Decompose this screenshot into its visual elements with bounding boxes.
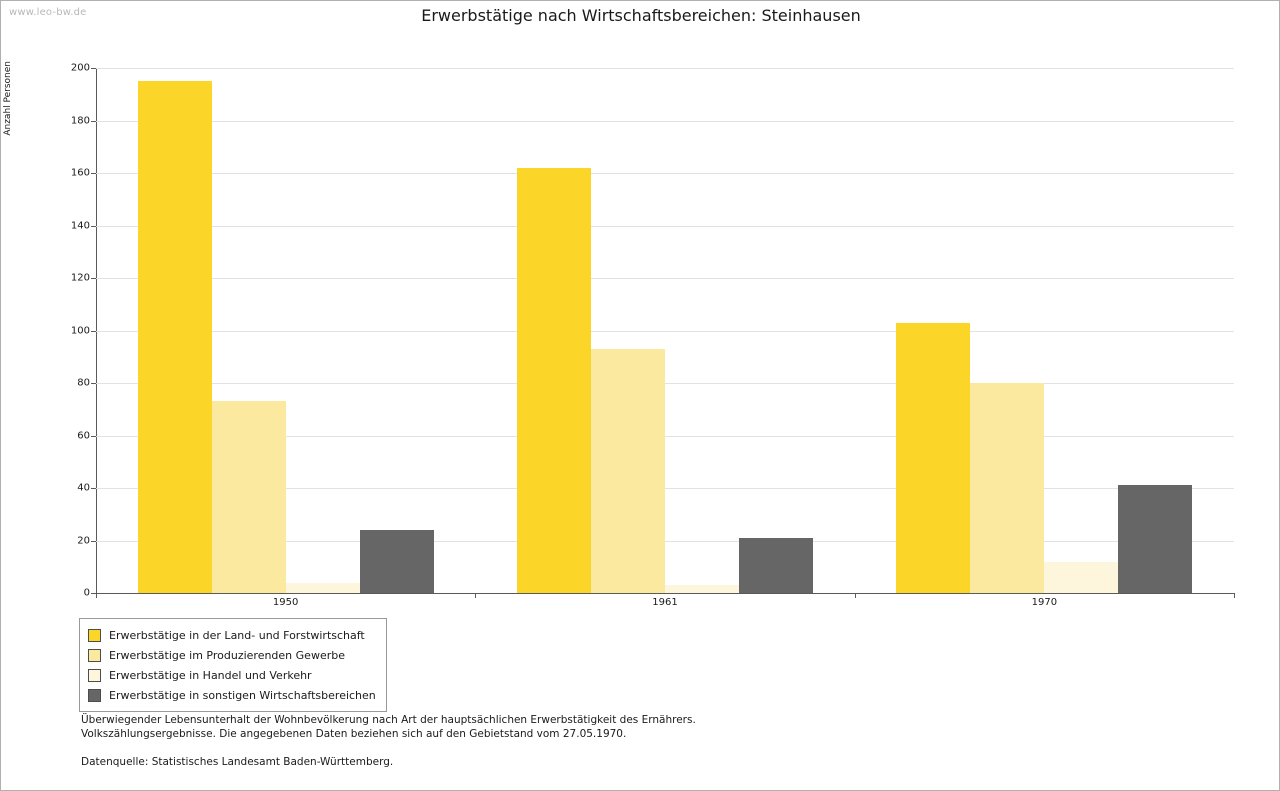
- footnote-line-1: Überwiegender Lebensunterhalt der Wohnbevölkerung nach Art der hauptsächlichen Erwerbstätigkeit des Ernährers.: [81, 714, 696, 726]
- bar: [591, 349, 665, 593]
- y-tick-mark: [91, 436, 96, 437]
- legend-item[interactable]: [88, 625, 376, 645]
- legend-swatch-icon: [88, 649, 101, 662]
- y-tick-mark: [91, 226, 96, 227]
- legend-swatch-icon: [88, 629, 101, 642]
- bar: [970, 383, 1044, 593]
- bar: [286, 583, 360, 594]
- bar: [1118, 485, 1192, 593]
- gridline: [96, 383, 1234, 384]
- legend-item[interactable]: [88, 645, 376, 665]
- x-tick-mark: [475, 593, 476, 598]
- bar: [138, 81, 212, 593]
- y-tick-mark: [91, 488, 96, 489]
- y-tick-mark: [91, 383, 96, 384]
- gridline: [96, 278, 1234, 279]
- y-axis-label: Anzahl Personen: [3, 61, 13, 136]
- legend-item-label: Erwerbstätige in Handel und Verkehr: [109, 668, 312, 682]
- chart-legend: [79, 618, 387, 712]
- legend-item[interactable]: [88, 665, 376, 685]
- gridline: [96, 68, 1234, 69]
- gridline: [96, 331, 1234, 332]
- gridline: [96, 121, 1234, 122]
- gridline: [96, 226, 1234, 227]
- y-tick-label: 160: [70, 167, 90, 179]
- y-tick-mark: [91, 331, 96, 332]
- x-tick-mark: [96, 593, 97, 598]
- y-tick-label: 80: [77, 377, 90, 389]
- watermark-text: www.leo-bw.de: [9, 7, 87, 18]
- footnote-line-2: Volkszählungsergebnisse. Die angegebenen Daten beziehen sich auf den Gebietstand vom 27.05.1970.: [81, 728, 627, 740]
- chart-title: Erwerbstätige nach Wirtschaftsbereichen: Steinhausen: [421, 6, 861, 25]
- legend-swatch-icon: [88, 669, 101, 682]
- y-tick-label: 0: [83, 587, 90, 599]
- y-tick-mark: [91, 173, 96, 174]
- footnotes: [81, 713, 1181, 769]
- y-tick-mark: [91, 278, 96, 279]
- legend-item-label: Erwerbstätige in sonstigen Wirtschaftsbereichen: [109, 688, 376, 702]
- plot-area: [96, 68, 1234, 593]
- bar: [896, 323, 970, 593]
- legend-item-label: Erwerbstätige im Produzierenden Gewerbe: [109, 648, 345, 662]
- legend-item-label: Erwerbstätige in der Land- und Forstwirtschaft: [109, 628, 365, 642]
- legend-item[interactable]: [88, 685, 376, 705]
- y-tick-label: 20: [77, 535, 90, 546]
- y-tick-label: 140: [70, 220, 90, 231]
- bar: [1044, 562, 1118, 594]
- gridline: [96, 173, 1234, 174]
- bar: [665, 585, 739, 593]
- legend-swatch-icon: [88, 689, 101, 702]
- x-tick-label: 1950: [272, 597, 299, 608]
- footnote-source: Datenquelle: Statistisches Landesamt Baden-Württemberg.: [81, 756, 394, 768]
- x-tick-label: 1961: [652, 597, 678, 608]
- bar: [517, 168, 591, 593]
- y-tick-label: 60: [77, 430, 90, 441]
- y-tick-mark: [91, 68, 96, 69]
- y-tick-label: 180: [70, 115, 90, 126]
- y-tick-label: 200: [70, 62, 90, 74]
- bar: [360, 530, 434, 593]
- y-tick-label: 40: [77, 482, 90, 494]
- x-tick-label: 1970: [1031, 597, 1058, 608]
- bar: [739, 538, 813, 593]
- x-tick-mark: [1234, 593, 1235, 598]
- y-tick-mark: [91, 121, 96, 122]
- x-tick-mark: [855, 593, 856, 598]
- y-tick-mark: [91, 541, 96, 542]
- x-axis-line: [96, 593, 1234, 594]
- y-tick-label: 100: [70, 325, 90, 336]
- y-tick-label: 120: [70, 272, 90, 284]
- bar: [212, 401, 286, 593]
